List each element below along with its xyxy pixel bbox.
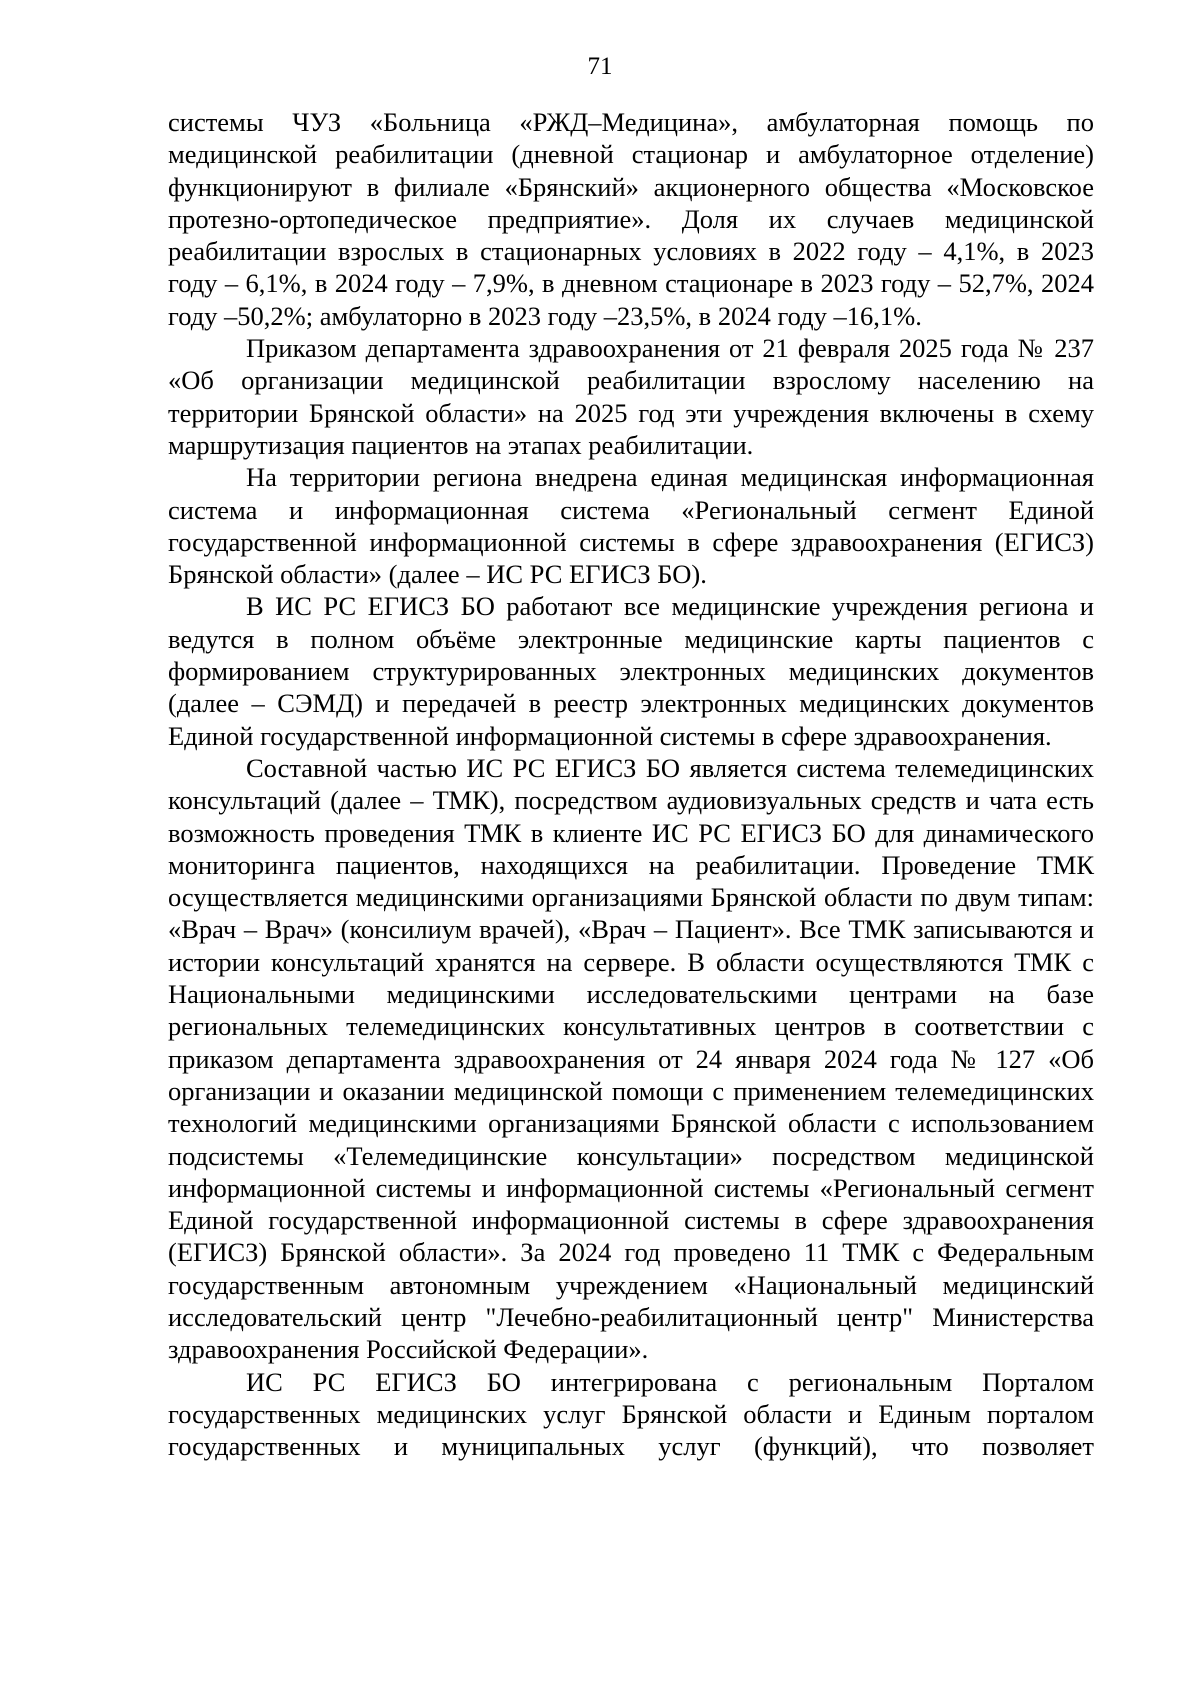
paragraph-order-237: Приказом департамента здравоохранения от 21 февраля 2025 года № 237 «Об организации медицинской реабилитации взрослому населению на территории Брянской области» на 2025 год эти учреждения включены в схему маршрутизация пациентов на этапах реабилитации. [168, 333, 1094, 460]
paragraph-electronic-records: В ИС РС ЕГИСЗ БО работают все медицинские учреждения региона и ведутся в полном объёме электронные медицинские карты пациентов с формированием структурированных электронных медицинских документов (далее – СЭМД) и передачей в реестр электронных медицинских документов Единой государственной информационной системы в сфере здравоохранения. [168, 591, 1094, 751]
paragraph-telemedicine: Составной частью ИС РС ЕГИСЗ БО является система телемедицинских консультаций (далее – ТМК), посредством аудиовизуальных средств и чата есть возможность проведения ТМК в клиенте ИС РС ЕГИСЗ БО для динамического мониторинга пациентов, находящихся на реабилитации. Проведение ТМК осуществляется медицинскими организациями Брянской области по двум типам: «Врач – Врач» (консилиум врачей), «Врач – Пациент». Все ТМК записываются и истории консультаций хранятся на сервере. В области осуществляются ТМК с Национальными медицинскими исследовательскими центрами на базе региональных телемедицинских консультативных центров в соответствии с приказом департамента здравоохранения от 24 января 2024 года № 127 «Об организации и оказании медицинской помощи с применением телемедицинских технологий медицинскими организациями Брянской области с использованием подсистемы «Телемедицинские консультации» посредством медицинской информационной системы и информационной системы «Региональный сегмент Единой государственной информационной системы в сфере здравоохранения (ЕГИСЗ) Брянской области». За 2024 год проведено 11 ТМК с Федеральным государственным автономным учреждением «Национальный медицинский исследовательский центр "Лечебно-реабилитационный центр" Министерства здравоохранения Российской Федерации». [168, 752, 1094, 1365]
paragraph-information-system: На территории региона внедрена единая медицинская информационная система и информационная система «Региональный сегмент Единой государственной информационной системы в сфере здравоохранения (ЕГИСЗ) Брянской области» (далее – ИС РС ЕГИСЗ БО). [168, 462, 1094, 590]
paragraph-portal-integration: ИС РС ЕГИСЗ БО интегрирована с региональным Порталом государственных медицинских услуг Брянской области и Единым порталом государственных и муниципальных услуг (функций), что позволяет [168, 1366, 1094, 1462]
document-body [168, 106, 1094, 1462]
paragraph-rehab-statistics: системы ЧУЗ «Больница «РЖД–Медицина», амбулаторная помощь по медицинской реабилитации (дневной стационар и амбулаторное отделение) функционируют в филиале «Брянский» акционерного общества «Московское протезно-ортопедическое предприятие». Доля их случаев медицинской реабилитации взрослых в стационарных условиях в 2022 году – 4,1%, в 2023 году – 6,1%, в 2024 году – 7,9%, в дневном стационаре в 2023 году – 52,7%, 2024 году –50,2%; амбулаторно в 2023 году –23,5%, в 2024 году –16,1%. [168, 107, 1094, 331]
page-number: 71 [587, 53, 613, 80]
